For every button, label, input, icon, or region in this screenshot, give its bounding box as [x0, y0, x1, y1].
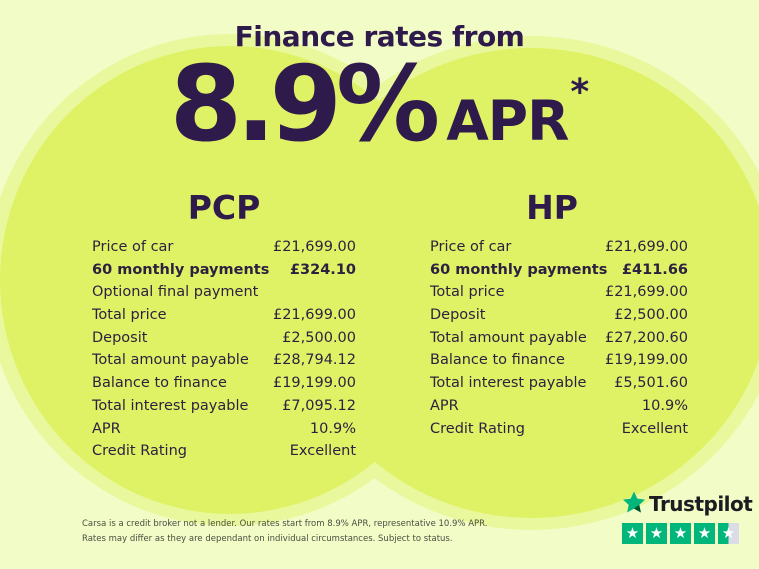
pcp-table — [92, 239, 356, 466]
row-value: £21,699.00 — [272, 239, 356, 255]
row-label: APR — [430, 397, 459, 414]
row-label: Total price — [430, 284, 505, 301]
row-value: 10.9% — [641, 397, 688, 414]
row-label: Deposit — [430, 307, 486, 324]
row-value: £2,500.00 — [282, 329, 356, 346]
row-value: £324.10 — [289, 261, 356, 278]
table-row — [92, 421, 356, 444]
table-row — [92, 262, 356, 285]
row-label: APR — [92, 420, 121, 437]
banner-title: Finance rates from — [234, 20, 525, 53]
table-row — [92, 443, 356, 466]
rate-asterisk: * — [570, 72, 590, 113]
trustpilot-star-2 — [646, 523, 667, 544]
row-label: Total interest payable — [92, 397, 249, 414]
row-label: Balance to finance — [92, 375, 227, 392]
row-value: £28,794.12 — [272, 352, 356, 369]
row-value: £21,699.00 — [604, 239, 688, 255]
hp-table — [430, 239, 688, 443]
table-row — [430, 239, 688, 262]
table-row — [430, 421, 688, 444]
trustpilot-star-5 — [718, 523, 739, 544]
trustpilot-logo — [622, 490, 752, 518]
white-star-glyph: ★ — [649, 524, 664, 542]
table-row — [430, 284, 688, 307]
row-label: Deposit — [92, 329, 148, 346]
table-row — [92, 307, 356, 330]
row-value: Excellent — [289, 443, 356, 460]
row-value: £5,501.60 — [614, 375, 688, 392]
pcp-column-title: PCP — [187, 188, 261, 227]
row-value: £19,199.00 — [604, 352, 688, 369]
row-value: £411.66 — [621, 261, 688, 278]
trustpilot-star-4 — [694, 523, 715, 544]
row-label: Price of car — [92, 239, 174, 255]
row-label: Total interest payable — [430, 375, 587, 392]
row-value: 10.9% — [309, 420, 356, 437]
table-row — [430, 398, 688, 421]
row-label: Optional final payment — [92, 284, 259, 301]
trustpilot-wordmark: Trustpilot — [649, 492, 753, 516]
table-row — [92, 284, 356, 307]
disclaimer-line-1: Carsa is a credit broker not a lender. Our rates start from 8.9% APR, representative 10.9% APR. — [82, 519, 488, 529]
table-row — [430, 330, 688, 353]
row-label: 60 monthly payments — [430, 261, 608, 278]
trustpilot-star-icon — [622, 490, 646, 518]
hp-column-title: HP — [526, 188, 578, 227]
trustpilot-star-3 — [670, 523, 691, 544]
row-label: Total amount payable — [430, 329, 587, 346]
row-value: £27,200.60 — [604, 329, 688, 346]
table-row — [92, 375, 356, 398]
trustpilot-rating-stars — [622, 523, 752, 544]
row-value: £19,199.00 — [272, 375, 356, 392]
table-row — [92, 330, 356, 353]
table-row — [430, 375, 688, 398]
disclaimer-text — [82, 517, 562, 547]
rate-value: 8.9% — [169, 43, 435, 165]
row-value: Excellent — [621, 420, 688, 437]
row-label: Balance to finance — [430, 352, 565, 369]
table-row — [430, 352, 688, 375]
table-row — [430, 262, 688, 285]
white-star-glyph: ★ — [625, 524, 640, 542]
row-value: £21,699.00 — [272, 307, 356, 324]
table-row — [430, 307, 688, 330]
row-label: 60 monthly payments — [92, 261, 270, 278]
row-value: £2,500.00 — [614, 307, 688, 324]
row-label: Price of car — [430, 239, 512, 255]
row-label: Total amount payable — [92, 352, 249, 369]
row-value: £21,699.00 — [604, 284, 688, 301]
table-row — [92, 239, 356, 262]
white-star-glyph: ★ — [697, 524, 712, 542]
white-star-glyph: ★ — [721, 524, 736, 542]
rate-suffix-apr: APR — [446, 89, 569, 153]
trustpilot-widget — [622, 490, 752, 544]
row-label: Total price — [92, 307, 167, 324]
trustpilot-star-1 — [622, 523, 643, 544]
disclaimer-line-2: Rates may differ as they are dependant on individual circumstances. Subject to status. — [82, 534, 453, 544]
row-label: Credit Rating — [430, 420, 525, 437]
row-value: £7,095.12 — [282, 397, 356, 414]
table-row — [92, 398, 356, 421]
table-row — [92, 352, 356, 375]
row-label: Credit Rating — [92, 443, 187, 460]
headline-rate — [0, 43, 759, 165]
white-star-glyph: ★ — [673, 524, 688, 542]
